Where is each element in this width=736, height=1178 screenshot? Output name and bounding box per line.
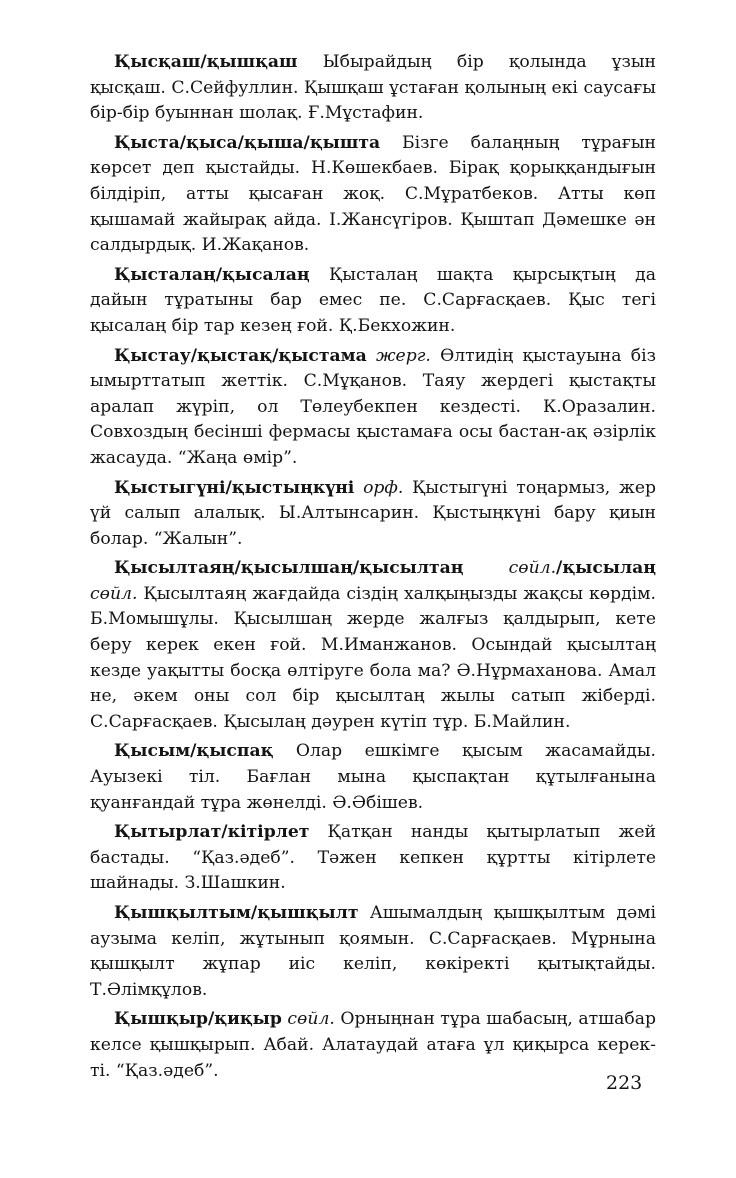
entry-text: Қатқан нанды қытырлатып жей бастады. “Қаз.әдеб”. Тәжен кепкен құртты кітірлете шайнады. З.Шашкин. [90, 822, 656, 894]
entry-headword: Қышқылтым/қышқылт [114, 903, 359, 923]
dictionary-entry [90, 344, 656, 472]
entry-text: Бізге балаңның тұрағын көрсет деп қыстайды. Н.Көшекбаев. Бірақ қорыққандығын білдіріп, атты қысаған жоқ. С.Мұратбеков. Атты көп қышамай жайырақ айда. І.Жансүгіров. Қыштап Дәмешке ән салдырдық. И.Жақанов. [90, 132, 656, 256]
entry-headword: Қыста/қыса/қыша/қышта [114, 132, 381, 153]
dictionary-entry [90, 263, 656, 340]
entry-headword: Қысылтаяң/қысылшаң/қысылтаң [114, 558, 464, 579]
entry-headword: Қыстау/қыстақ/қыстама [114, 345, 367, 366]
entry-text: Қыстыгүні тоңармыз, жер үй салып алалық. Ы.Алтынсарин. Қыстыңкүні бару қиын болар. “Жалын”. [90, 477, 656, 549]
entry-headword-variant: /қысылаң [556, 558, 656, 579]
entry-text: Олар ешкімге қысым жасамайды. Ауызекі тіл. Бағлан мына қыспақтан құтылғанына қуанғандай тұра жөнелді. Ә.Әбішев. [90, 741, 656, 813]
entry-label: сөйл. [287, 1009, 335, 1030]
entry-headword: Қысқаш/қышқаш [114, 52, 298, 72]
entry-label-variant: сөйл. [90, 583, 138, 604]
entry-text: Өлтидің қыстауына біз ымырттатып жеттік. С.Мұқанов. Таяу жердегі қыстақты аралап жүріп, ол Төлеубекпен кездесті. К.Оразалин. Совхоздың бесінші фермасы қыстамаға осы бастан-ақ әзірлік жасауда. “Жаңа өмір”. [90, 345, 657, 468]
entry-text: Қысылтаяң жағдайда сіздің халқыңызды жақсы көрдім. Б.Момышұлы. Қысылшаң жерде жалғыз қалдырып, кете беру керек екен ғой. М.Иманжанов. Осындай қысылтаң кезде уақытты босқа өлтіруге бола ма? Ә.Нұрмаханова. Амал не, әкем оны сол бір қысылтаң жылы сатып жіберді. С.Сарғасқаев. Қысылаң дәурен күтіп тұр. Б.Майлин. [90, 583, 656, 732]
dictionary-entry [90, 739, 656, 816]
entry-label: сөйл. [508, 558, 557, 579]
entry-label: орф. [363, 477, 404, 498]
entry-text: Орныңнан тұра шабасың, атшабар келсе қышқырып. Абай. Алатаудай атаға ұл қиқырса керек-ті. “Қаз.әдеб”. [90, 1009, 656, 1081]
entry-headword: Қысым/қыспақ [114, 741, 274, 762]
entry-label: жерг. [376, 345, 431, 366]
entry-text: Қысталаң шақта қырсықтың да дайын тұратыны бар емес пе. С.Сарғасқаев. Қыс тегі қысалаң бір тар кезең ғой. Қ.Бекхожин. [90, 264, 656, 336]
dictionary-entry [90, 50, 656, 127]
entry-headword: Қышқыр/қиқыр [114, 1009, 282, 1030]
dictionary-page [90, 50, 656, 1088]
dictionary-entry [90, 131, 656, 259]
dictionary-entry [90, 901, 656, 1003]
dictionary-entry [90, 556, 656, 735]
entry-headword: Қытырлат/кітірлет [114, 822, 310, 843]
dictionary-entry [90, 476, 656, 553]
page-number: 223 [606, 1072, 643, 1094]
entry-text: Ыбырайдың бір қолында ұзын қысқаш. С.Сейфуллин. Қышқаш ұстаған қолының екі саусағы бір-бір буыннан шолақ. Ғ.Мұстафин. [90, 52, 656, 124]
entry-headword: Қыстыгүні/қыстыңкүні [114, 477, 355, 498]
entry-text: Ашымалдың қышқылтым дәмі аузыма келіп, жұтынып қоямын. С.Сарғасқаев. Мұрнына қышқылт жұпар иіс келіп, көкіректі қытықтайды. Т.Әлімқұлов. [90, 903, 656, 1000]
entry-headword: Қысталаң/қысалаң [114, 264, 310, 285]
dictionary-entry [90, 820, 656, 897]
dictionary-entry [90, 1007, 656, 1084]
